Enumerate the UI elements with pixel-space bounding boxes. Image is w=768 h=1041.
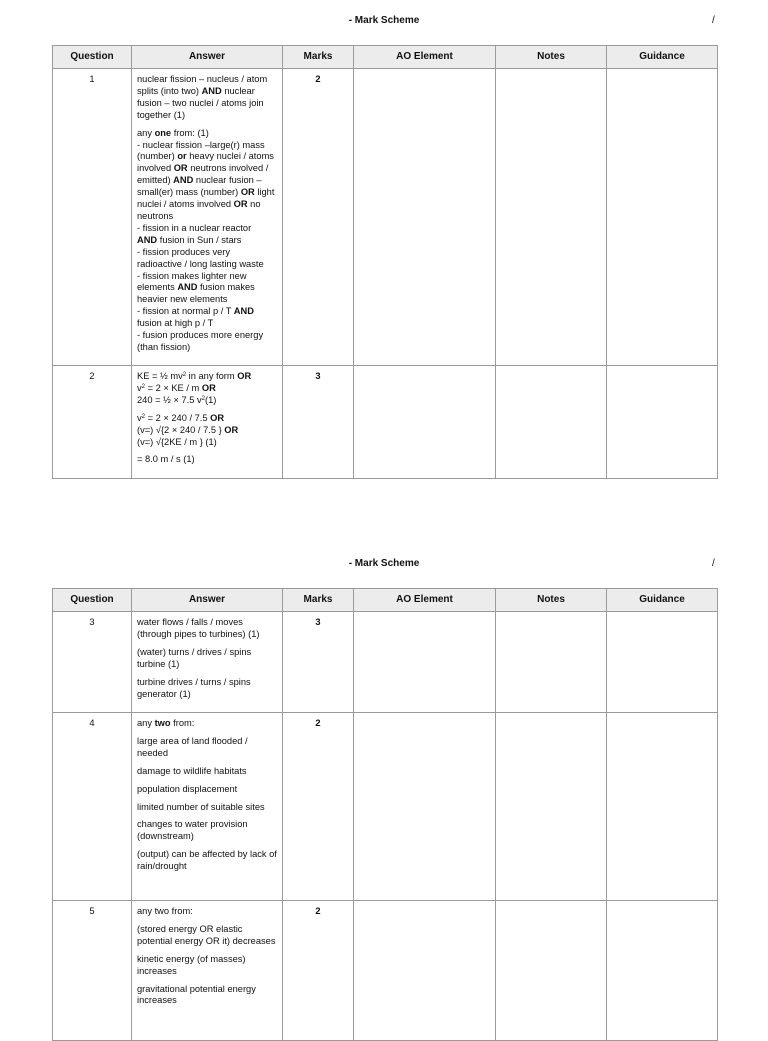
- col-question-header: Question: [53, 589, 132, 612]
- question-number: 3: [53, 612, 132, 713]
- col-ao-element-header: AO Element: [354, 46, 496, 69]
- answer-cell: [132, 612, 283, 713]
- page-header: [0, 15, 768, 31]
- ao-element-cell: [354, 901, 496, 1041]
- answer-paragraph: kinetic energy (of masses) increases: [137, 953, 246, 976]
- page-header-slash: /: [712, 15, 715, 26]
- table-row: [53, 612, 718, 713]
- answer-paragraph: population displacement: [137, 783, 238, 794]
- ao-element-cell: [354, 69, 496, 366]
- answer-paragraph: nuclear fission – nucleus / atom splits (into two) AND nuclear fusion – two nuclei / atoms join together (1): [137, 74, 268, 120]
- col-question-header: Question: [53, 46, 132, 69]
- ao-element-cell: [354, 612, 496, 713]
- table-header-row: [53, 589, 718, 612]
- table-row: [53, 713, 718, 901]
- ao-element-cell: [354, 713, 496, 901]
- answer-paragraph: (stored energy OR elastic potential energy OR it) decreases: [137, 923, 276, 946]
- table-row: [53, 901, 718, 1041]
- answer-paragraph: any two from:: [137, 906, 193, 916]
- answer-paragraph: KE = ½ $mv^2$ in any form OR $v^2 = 2$ × KE / m OR 240 = ½ × 7.5 $v^2(1)$: [137, 371, 252, 405]
- answer-cell: [132, 366, 283, 479]
- answer-cell: [132, 713, 283, 901]
- table-row: [53, 69, 718, 366]
- col-answer-header: Answer: [132, 589, 283, 612]
- answer-paragraph: = 8.0 m / s (1): [137, 454, 195, 465]
- col-marks-header: Marks: [283, 589, 354, 612]
- answer-paragraph: $v^2 = 2 \times 240 / 7.5$ OR (v=) √{2 × 240 / 7.5 } OR (v=) √{2KE / m } (1): [137, 412, 239, 447]
- col-notes-header: Notes: [496, 46, 607, 69]
- marks-value: 2: [283, 713, 354, 901]
- answer-cell: [132, 901, 283, 1041]
- marks-value: 2: [283, 69, 354, 366]
- question-number: 1: [53, 69, 132, 366]
- mark-scheme-table-2: [52, 588, 718, 1041]
- notes-cell: [496, 713, 607, 901]
- answer-paragraph: (output) can be affected by lack of rain/drought: [137, 849, 277, 872]
- col-answer-header: Answer: [132, 46, 283, 69]
- answer-paragraph: limited number of suitable sites: [137, 801, 265, 812]
- table-header-row: [53, 46, 718, 69]
- col-marks-header: Marks: [283, 46, 354, 69]
- answer-paragraph: gravitational potential energy increases: [137, 983, 256, 1006]
- answer-paragraph: turbine drives / turns / spins generator (1): [137, 676, 251, 699]
- answer-paragraph: damage to wildlife habitats: [137, 765, 247, 776]
- guidance-cell: [607, 366, 718, 479]
- col-notes-header: Notes: [496, 589, 607, 612]
- notes-cell: [496, 366, 607, 479]
- page-header: [0, 558, 768, 574]
- guidance-cell: [607, 901, 718, 1041]
- col-guidance-header: Guidance: [607, 589, 718, 612]
- page-header-slash: /: [712, 558, 715, 569]
- marks-value: 2: [283, 901, 354, 1041]
- answer-paragraph: changes to water provision (downstream): [137, 819, 248, 842]
- answer-paragraph: (water) turns / drives / spins turbine (1): [137, 646, 252, 669]
- marks-value: 3: [283, 612, 354, 713]
- col-guidance-header: Guidance: [607, 46, 718, 69]
- answer-paragraph: water flows / falls / moves (through pipes to turbines) (1): [137, 617, 260, 639]
- col-ao-element-header: AO Element: [354, 589, 496, 612]
- mark-scheme-table-1: [52, 45, 718, 479]
- answer-paragraph: large area of land flooded / needed: [137, 735, 248, 758]
- question-number: 4: [53, 713, 132, 901]
- marks-value: 3: [283, 366, 354, 479]
- guidance-cell: [607, 612, 718, 713]
- page-header-title: - Mark Scheme: [348, 558, 420, 569]
- notes-cell: [496, 612, 607, 713]
- table-row: [53, 366, 718, 479]
- ao-element-cell: [354, 366, 496, 479]
- answer-cell: [132, 69, 283, 366]
- question-number: 2: [53, 366, 132, 479]
- notes-cell: [496, 901, 607, 1041]
- notes-cell: [496, 69, 607, 366]
- guidance-cell: [607, 69, 718, 366]
- answer-paragraph: any one from: (1) - nuclear fission –large(r) mass (number) or heavy nuclei / atoms involved OR neutrons involved / emitted) AND nuclear fusion – small(er) mass (number) OR light nuclei / atoms involved OR no neutrons - fission in a nuclear reactor AND fusion in Sun / stars - fission produces very radioactive / long lasting waste - fission makes lighter new elements AND fusion makes heavier new elements - fission at normal p / T AND fusion at high p / T - fusion produces more energy (than fission): [137, 127, 275, 352]
- question-number: 5: [53, 901, 132, 1041]
- answer-paragraph: any two from:: [137, 718, 195, 728]
- guidance-cell: [607, 713, 718, 901]
- page-header-title: - Mark Scheme: [348, 15, 420, 26]
